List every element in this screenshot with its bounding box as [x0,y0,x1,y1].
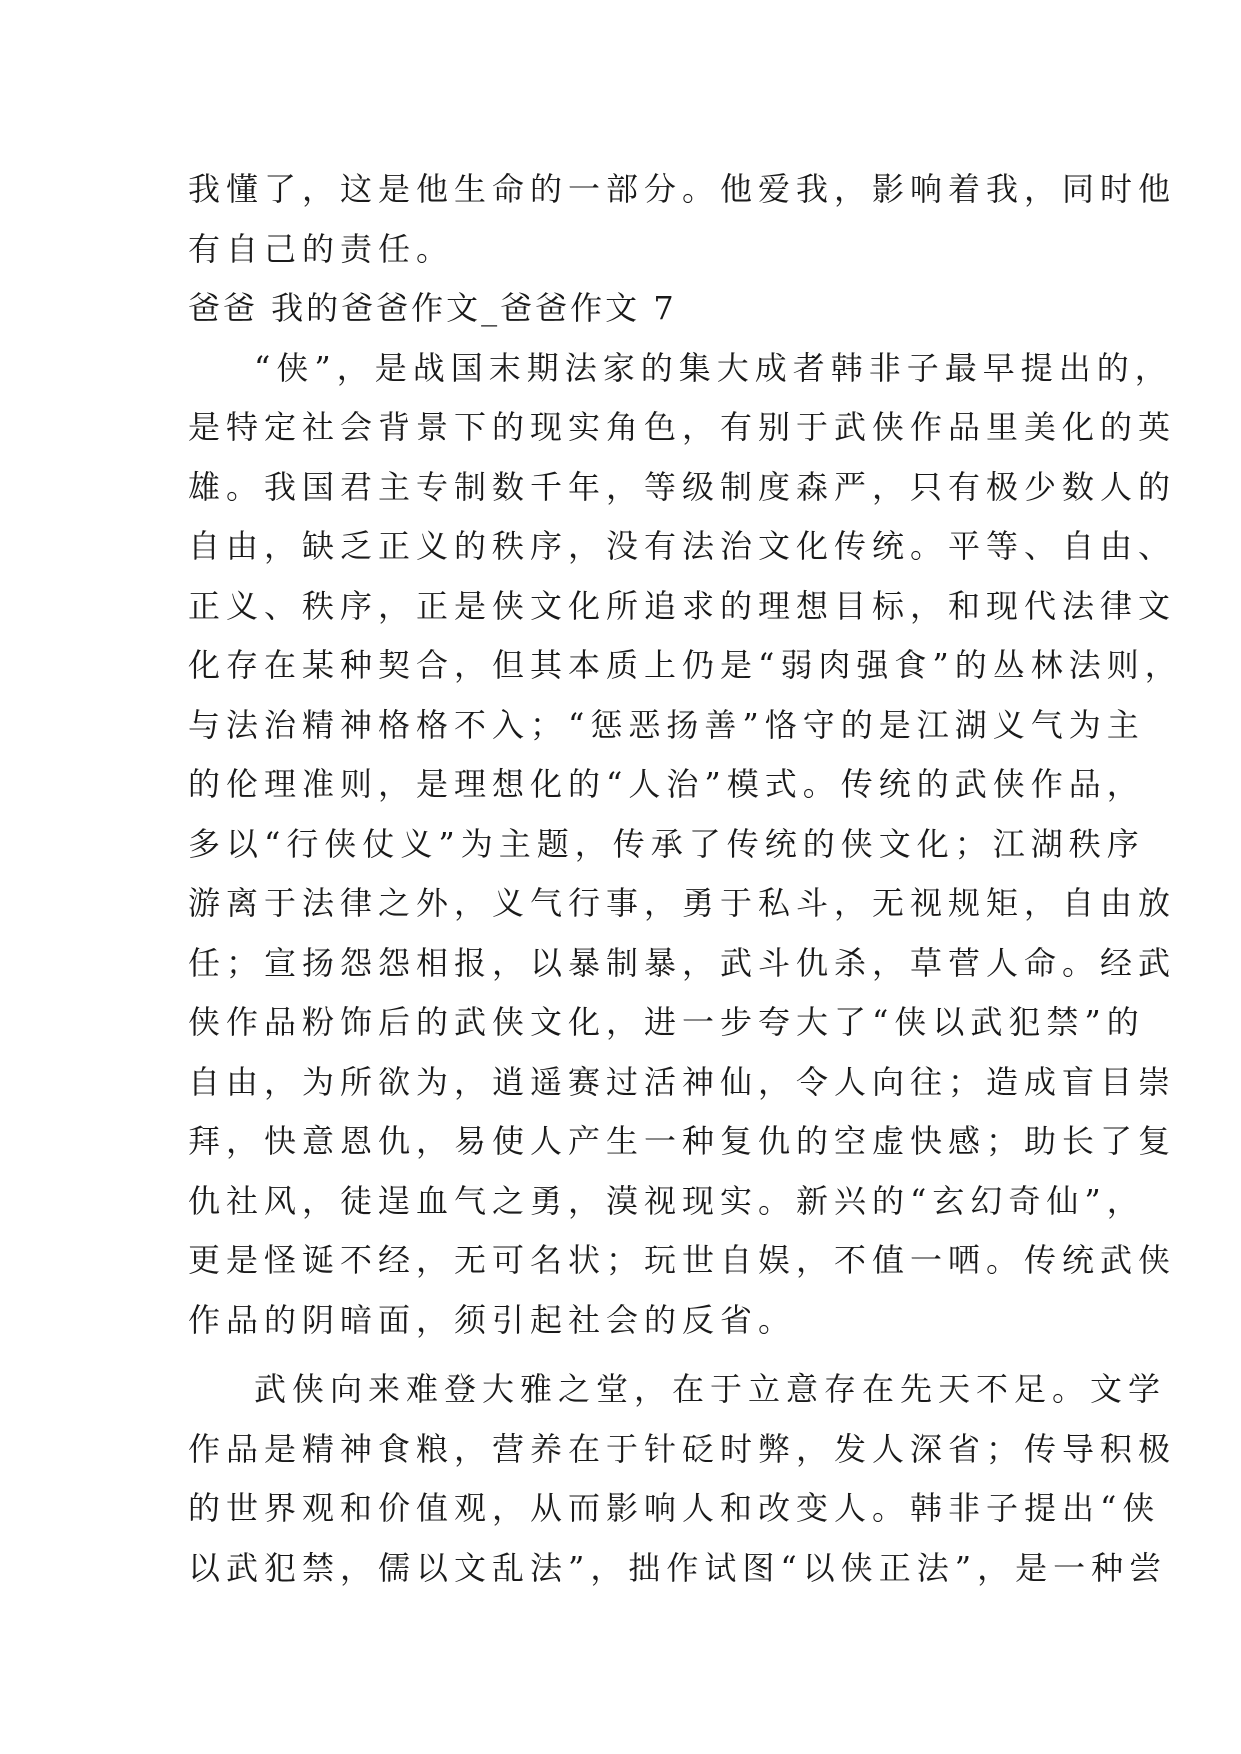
paragraph-1 [188,339,1183,1351]
text-line: 雄。我国君主专制数千年，等级制度森严，只有极少数人的 [188,467,1177,506]
section-heading: 爸爸 我的爸爸作文_爸爸作文 7 [188,289,677,327]
text-line: 自由，缺乏正义的秩序，没有法治文化传统。平等、自由、 [188,527,1177,565]
text-line: 是特定社会背景下的现实角色，有别于武侠作品里美化的英 [188,408,1177,446]
text-line: 以武犯禁，儒以文乱法”，拙作试图“以侠正法”，是一种尝 [188,1548,1168,1587]
text-line: 我懂了，这是他生命的一部分。他爱我，影响着我，同时他 [188,170,1177,208]
text-line: 的伦理准则，是理想化的“人治”模式。传统的武侠作品， [188,765,1145,803]
text-line: 武侠向来难登大雅之堂，在于立意存在先天不足。文学 [254,1370,1167,1408]
text-line: 侠作品粉饰后的武侠文化，进一步夸大了“侠以武犯禁”的 [188,1003,1145,1041]
text-line: 与法治精神格格不入；“惩恶扬善”恪守的是江湖义气为主 [188,705,1145,744]
text-line: 更是怪诞不经，无可名状；玩世自娱，不值一哂。传统武侠 [188,1241,1177,1279]
document-body [188,160,1183,1598]
text-line: 自由，为所欲为，逍遥赛过活神仙，令人向往；造成盲目崇 [188,1062,1177,1101]
paragraph-2 [188,1360,1177,1598]
text-line: 作品是精神食粮，营养在于针砭时弊，发人深省；传导积极 [188,1429,1177,1468]
text-line: 有自己的责任。 [188,229,455,268]
text-line: 化存在某种契合，但其本质上仍是“弱肉强食”的丛林法则， [188,646,1183,684]
text-line: “侠”，是战国末期法家的集大成者韩非子最早提出的， [254,348,1173,387]
text-line: 多以“行侠仗义”为主题，传承了传统的侠文化；江湖秩序 [188,824,1145,863]
text-line: 游离于法律之外，义气行事，勇于私斗，无视规矩，自由放 [188,884,1177,922]
text-line: 正义、秩序，正是侠文化所追求的理想目标，和现代法律文 [188,586,1177,625]
text-line: 作品的阴暗面，须引起社会的反省。 [188,1300,797,1339]
text-line: 任；宣扬怨怨相报，以暴制暴，武斗仇杀，草菅人命。经武 [188,943,1177,982]
previous-paragraph [188,160,1177,279]
paragraph-spacer [188,1350,1060,1360]
text-line: 仇社风，徒逞血气之勇，漠视现实。新兴的“玄幻奇仙”， [188,1181,1145,1220]
text-line: 的世界观和价值观，从而影响人和改变人。韩非子提出“侠 [188,1489,1161,1527]
text-line: 拜，快意恩仇，易使人产生一种复仇的空虚快感；助长了复 [188,1122,1177,1160]
